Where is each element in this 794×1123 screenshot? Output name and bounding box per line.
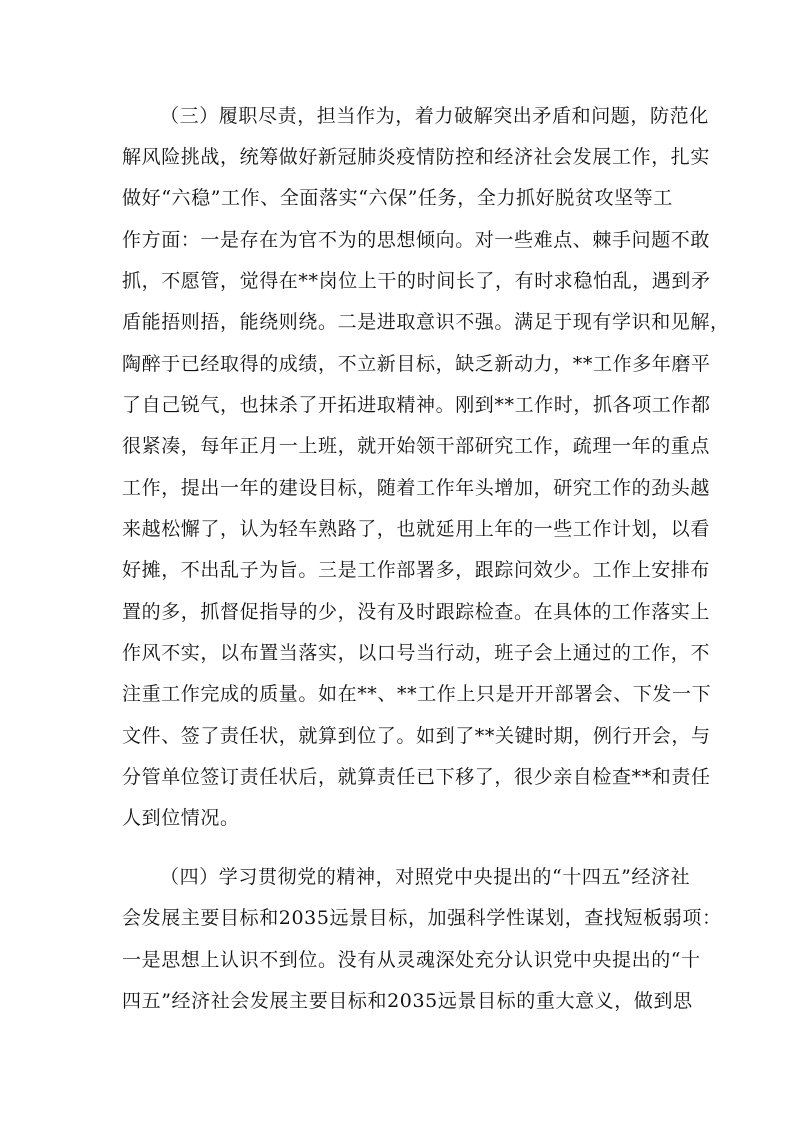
text-line: 会发展主要目标和2035远景目标，加强科学性谋划，查找短板弱项： [122, 907, 722, 929]
text-line: 工作，提出一年的建设目标，随着工作年头增加，研究工作的劲头越 [122, 477, 711, 499]
text-line: 解风险挑战，统筹做好新冠肺炎疫情防控和经济社会发展工作，扎实 [122, 146, 711, 168]
text-line: 很紧凑，每年正月一上班，就开始领干部研究工作，疏理一年的重点 [122, 435, 711, 457]
text-line: 作方面：一是存在为官不为的思想倾向。对一些难点、棘手问题不敢 [122, 229, 711, 251]
text-line: 分管单位签订责任状后，就算责任已下移了，很少亲自检查**和责任 [122, 766, 711, 788]
text-line: 陶醉于已经取得的成绩，不立新目标，缺乏新动力，**工作多年磨平 [122, 353, 711, 375]
text-line: 人到位情况。 [122, 807, 240, 829]
text-line: 文件、签了责任状，就算到位了。如到了**关键时期，例行开会，与 [122, 725, 711, 747]
text-line: 一是思想上认识不到位。没有从灵魂深处充分认识党中央提出的“十 [122, 949, 701, 971]
text-line: 好摊，不出乱子为旨。三是工作部署多，跟踪问效少。工作上安排布 [122, 559, 711, 581]
text-line: 作风不实，以布置当落实，以口号当行动，班子会上通过的工作，不 [122, 642, 711, 664]
text-line: 置的多，抓督促指导的少，没有及时跟踪检查。在具体的工作落实上 [122, 601, 711, 623]
text-line: （四）学习贯彻党的精神，对照党中央提出的“十四五”经济社 [160, 866, 691, 888]
text-line: 来越松懈了，认为轻车熟路了，也就延用上年的一些工作计划，以看 [122, 518, 711, 540]
text-line: （三）履职尽责，担当作为，着力破解突出矛盾和问题，防范化 [160, 105, 709, 127]
text-line: 盾能捂则捂，能绕则绕。二是进取意识不强。满足于现有学识和见解， [122, 311, 730, 333]
text-line: 抓，不愿管，觉得在**岗位上干的时间长了，有时求稳怕乱，遇到矛 [122, 270, 711, 292]
text-line: 做好“六稳”工作、全面落实“六保”任务，全力抓好脱贫攻坚等工 [122, 187, 673, 209]
text-line: 四五”经济社会发展主要目标和2035远景目标的重大意义，做到思 [122, 990, 693, 1012]
text-line: 了自己锐气，也抹杀了开拓进取精神。刚到**工作时，抓各项工作都 [122, 394, 711, 416]
text-line: 注重工作完成的质量。如在**、**工作上只是开开部署会、下发一下 [122, 683, 712, 705]
